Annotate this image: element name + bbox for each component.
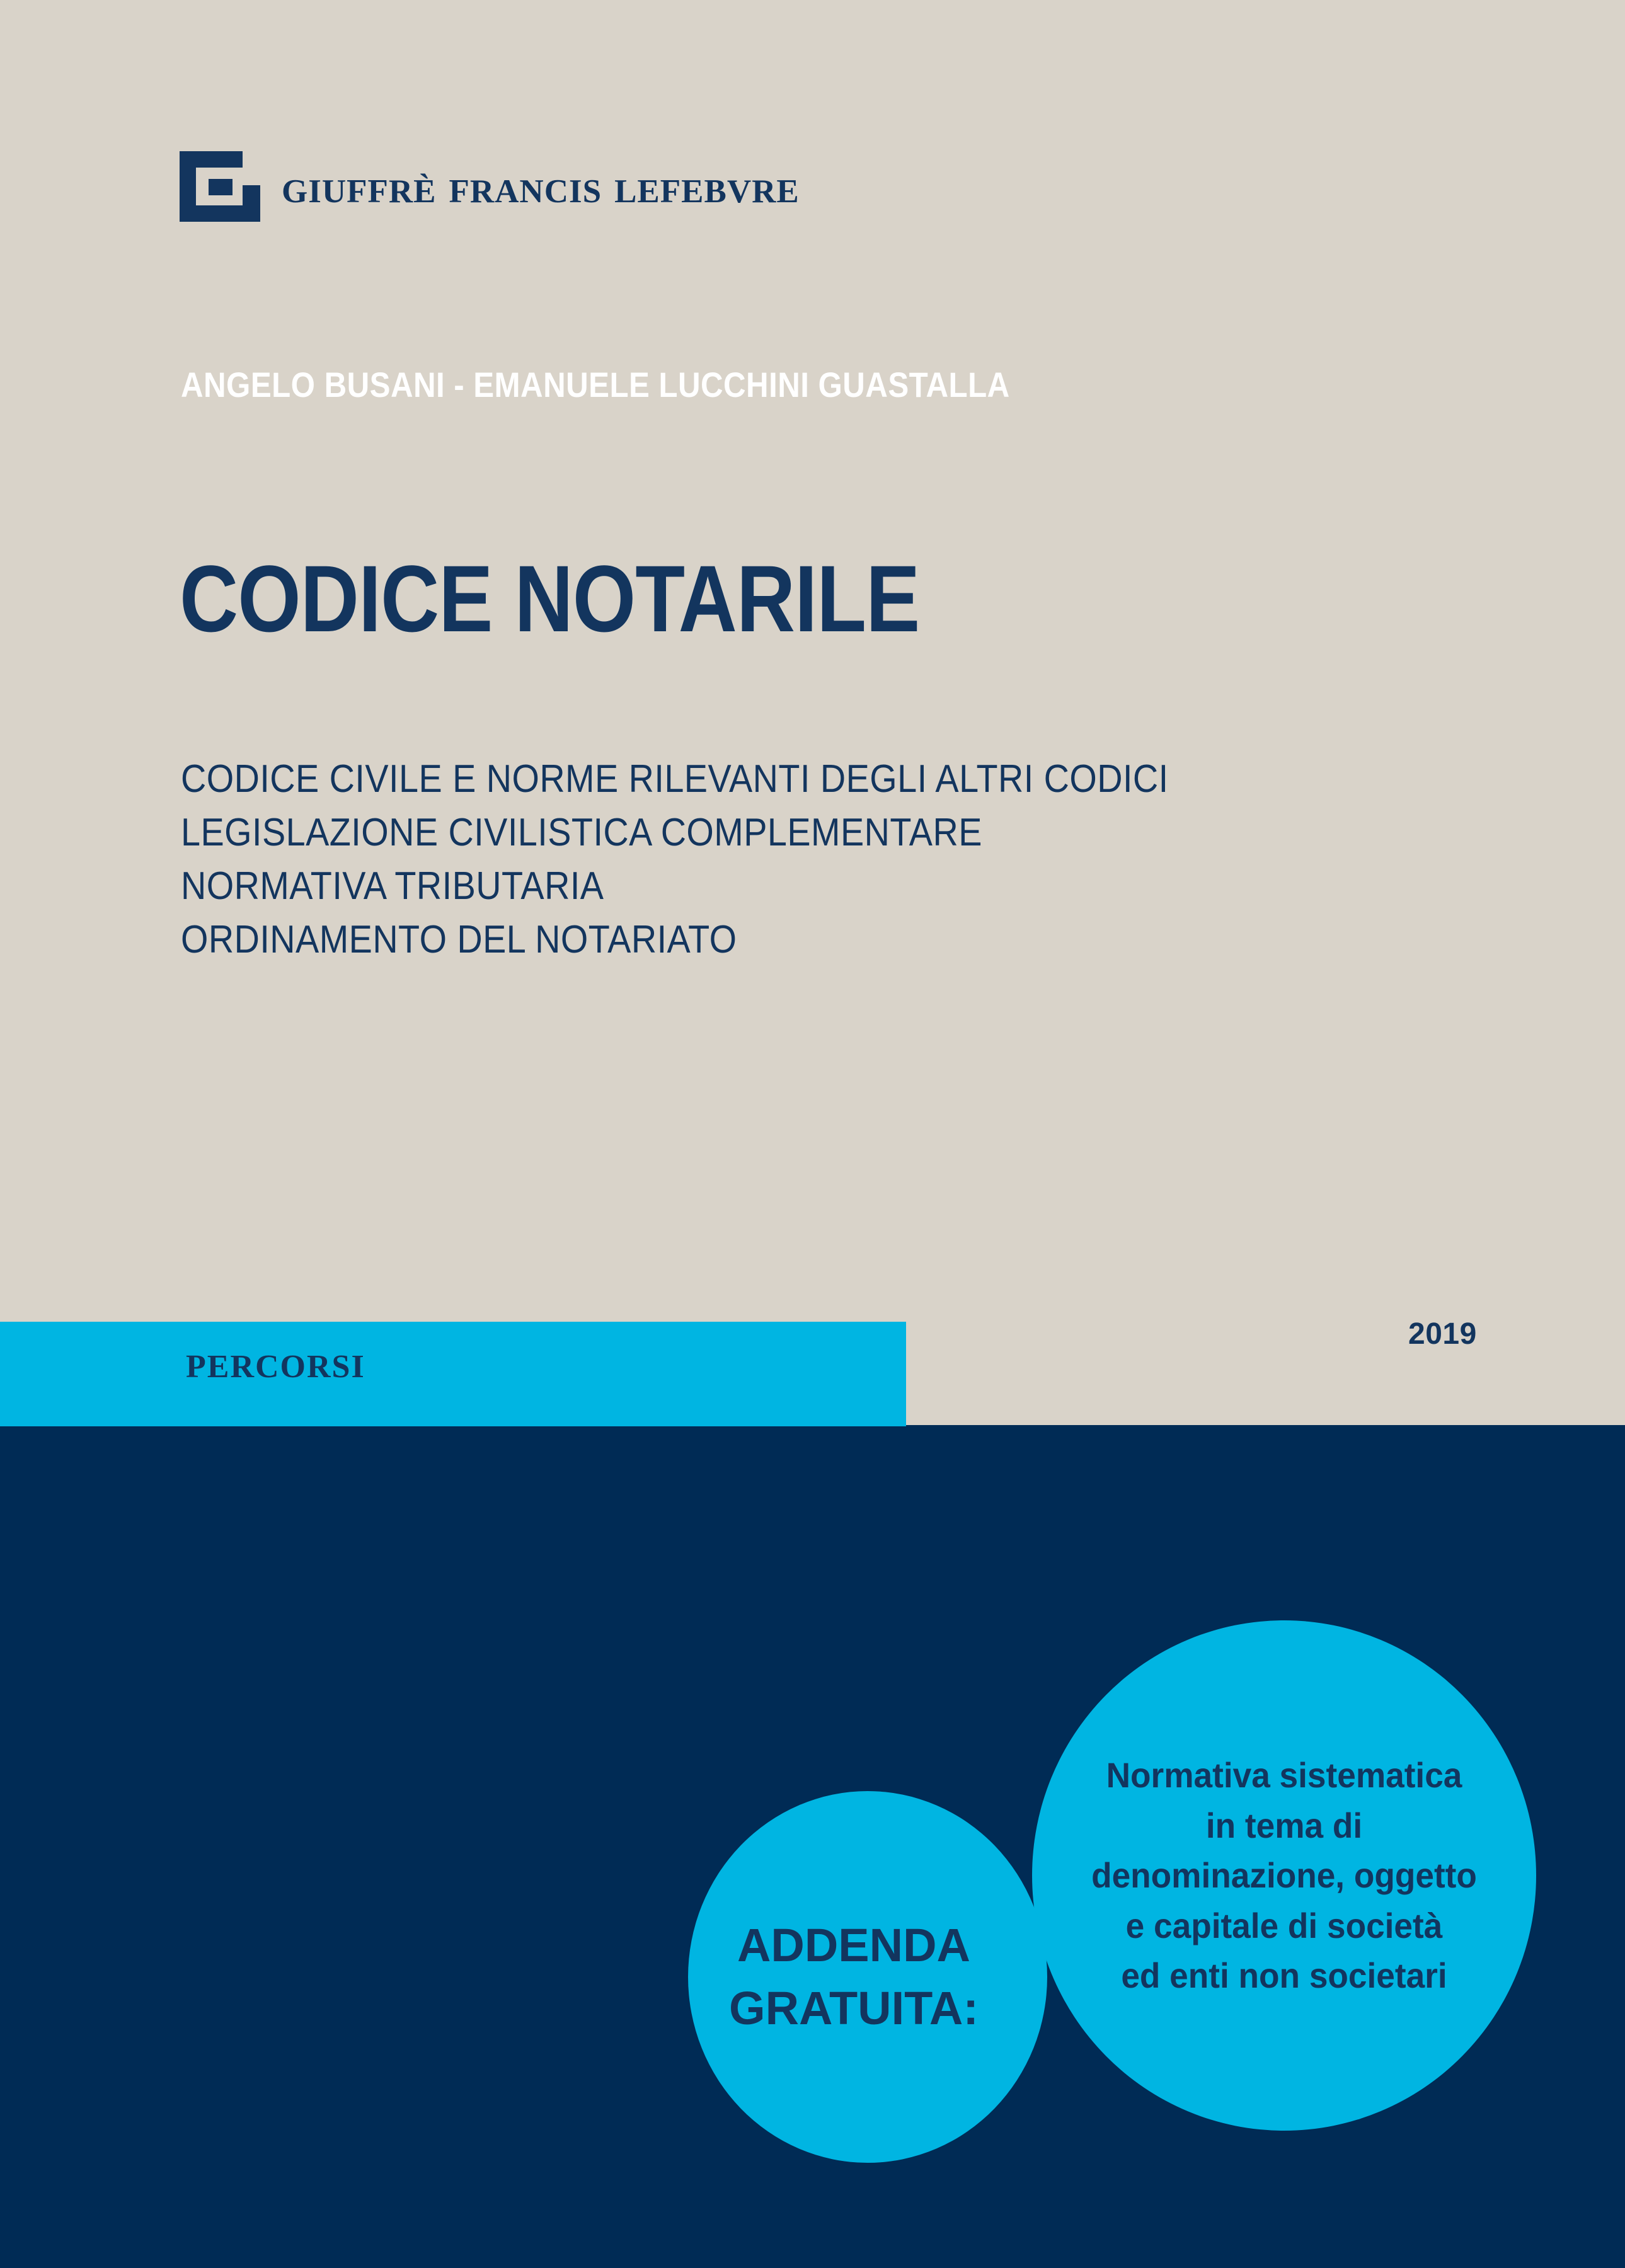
addenda-label-line: ADDENDA <box>737 1919 970 1972</box>
giuffre-spiral-logo-icon <box>180 151 260 222</box>
publisher-logo <box>180 151 800 222</box>
publisher-name: giuffrè francis lefebvre <box>282 160 800 213</box>
addenda-label-line: GRATUITA: <box>729 1982 979 2034</box>
series-label: percorsi <box>186 1336 365 1388</box>
addenda-description-line: denominazione, oggetto <box>1091 1855 1477 1896</box>
addenda-description-line: ed enti non societari <box>1121 1956 1447 1996</box>
addenda-label-bubble <box>688 1791 1047 2163</box>
page-title: CODICE NOTARILE <box>180 546 920 651</box>
subtitle-line: NORMATIVA TRIBUTARIA <box>181 864 604 908</box>
subtitle-block <box>181 753 1169 967</box>
authors-line: ANGELO BUSANI - EMANUELE LUCCHINI GUASTALLA <box>181 365 1010 404</box>
series-banner <box>0 1322 906 1426</box>
addenda-description-line: e capitale di società <box>1125 1905 1443 1945</box>
subtitle-line: CODICE CIVILE E NORME RILEVANTI DEGLI ALTRI CODICI <box>181 757 1169 801</box>
subtitle-line: ORDINAMENTO DEL NOTARIATO <box>181 917 737 961</box>
addenda-description-line: in tema di <box>1205 1805 1363 1845</box>
addenda-description-line: Normativa sistematica <box>1106 1755 1462 1796</box>
addenda-label-text <box>729 1914 979 2040</box>
addenda-description-bubble <box>1032 1620 1536 2131</box>
addenda-description-text <box>1067 1750 1501 2001</box>
publication-year: 2019 <box>1408 1317 1477 1351</box>
subtitle-line: LEGISLAZIONE CIVILISTICA COMPLEMENTARE <box>181 810 982 854</box>
